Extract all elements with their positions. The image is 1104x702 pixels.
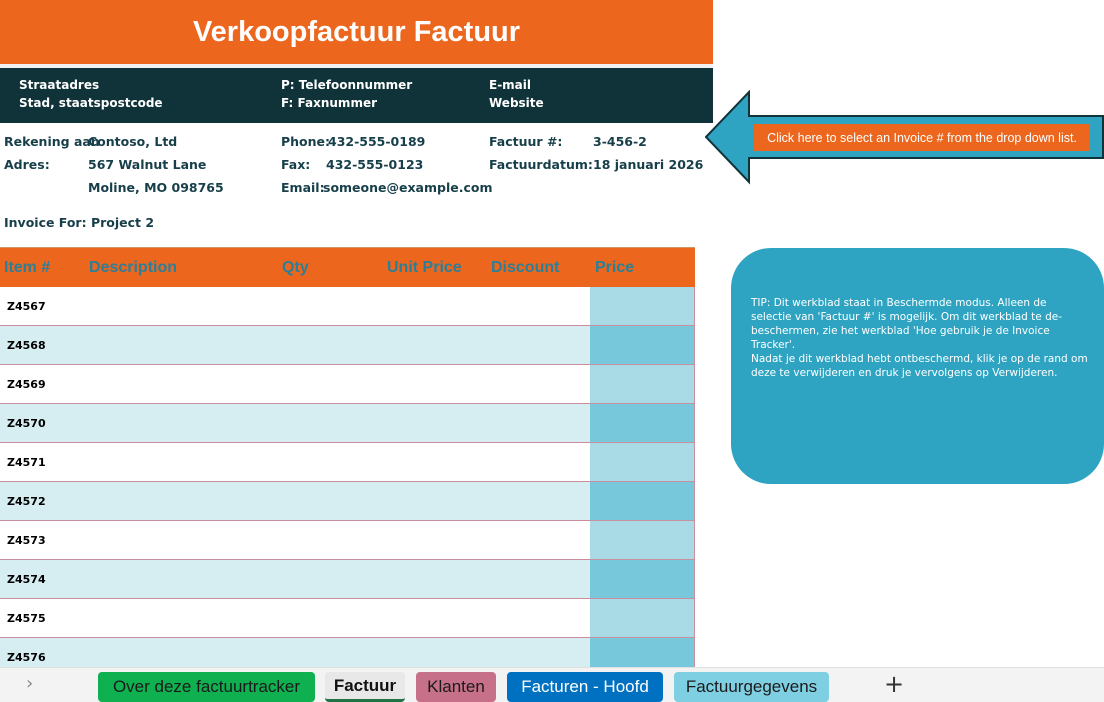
tab-klanten[interactable]: Klanten — [416, 672, 496, 702]
invoice-date-label: Factuurdatum: — [489, 157, 593, 172]
invoice-for: Invoice For: Project 2 — [4, 215, 155, 230]
header-qty: Qty — [282, 259, 309, 276]
table-row — [0, 599, 695, 638]
bill-to-value: Contoso, Ltd — [88, 134, 178, 149]
line-items-table — [0, 247, 695, 677]
table-row — [0, 404, 695, 443]
tip-text-2: Nadat je dit werkblad hebt ontbeschermd, klik je op de rand om deze te verwijderen en druk je vervolgens op Verwijderen. — [751, 353, 1088, 379]
company-fax: F: Faxnummer — [281, 96, 377, 110]
company-contact-bar — [0, 68, 713, 123]
invoice-date-value: 18 januari 2026 — [593, 157, 704, 172]
invoice-number-label: Factuur #: — [489, 134, 563, 149]
item-number: Z4576 — [7, 651, 46, 664]
tip-text: TIP: Dit werkblad staat in Beschermde modus. Alleen de selectie van 'Factuur #' is mogelijk. Om dit werkblad te de-beschermen, zie het werkblad 'Hoe gebruik je de Invoice Tracker'. — [751, 297, 1062, 351]
header-description: Description — [89, 259, 178, 276]
address-label: Adres: — [4, 157, 50, 172]
company-email: E-mail — [489, 78, 532, 92]
price-cell — [590, 326, 695, 364]
table-row — [0, 365, 695, 404]
company-phone: P: Telefoonnummer — [281, 78, 413, 92]
item-number: Z4572 — [7, 495, 46, 508]
header-item-number: Item # — [4, 259, 51, 276]
phone-value: 432-555-0189 — [328, 134, 426, 149]
price-cell — [590, 404, 695, 442]
phone-label: Phone: — [281, 134, 331, 149]
chevron-right-icon[interactable]: › — [26, 673, 34, 694]
bill-to-label: Rekening aan — [4, 134, 100, 149]
price-cell — [590, 365, 695, 403]
company-website: Website — [489, 96, 544, 110]
tab-factuurgegevens[interactable]: Factuurgegevens — [674, 672, 829, 702]
address-line2: Moline, MO 098765 — [88, 180, 224, 195]
select-invoice-button[interactable]: Click here to select an Invoice # from the drop down list. — [754, 124, 1090, 151]
invoice-number-select[interactable]: 3-456-2 — [593, 134, 647, 149]
item-number: Z4568 — [7, 339, 46, 352]
table-row — [0, 287, 695, 326]
tab-factuur[interactable]: Factuur — [325, 672, 405, 702]
item-number: Z4570 — [7, 417, 46, 430]
tip-box[interactable] — [731, 248, 1104, 484]
header-unit-price: Unit Price — [387, 259, 462, 276]
price-cell — [590, 443, 695, 481]
table-row — [0, 521, 695, 560]
table-row — [0, 560, 695, 599]
price-cell — [590, 560, 695, 598]
item-number: Z4573 — [7, 534, 46, 547]
fax-value: 432-555-0123 — [326, 157, 424, 172]
plus-icon[interactable]: + — [884, 670, 905, 698]
item-number: Z4571 — [7, 456, 46, 469]
table-row — [0, 482, 695, 521]
email-value: someone@example.com — [323, 180, 493, 195]
address-line1: 567 Walnut Lane — [88, 157, 207, 172]
sheet-tab-bar — [0, 667, 1104, 702]
price-cell — [590, 482, 695, 520]
street-address: Straatadres — [19, 78, 100, 92]
item-number: Z4567 — [7, 300, 46, 313]
price-cell — [590, 521, 695, 559]
tab-facturen-hoofd[interactable]: Facturen - Hoofd — [507, 672, 663, 702]
table-header — [0, 247, 695, 287]
table-row — [0, 443, 695, 482]
header-price: Price — [595, 259, 635, 276]
tab-over-deze-factuurtracker[interactable]: Over deze factuurtracker — [98, 672, 315, 702]
price-cell — [590, 599, 695, 637]
item-number: Z4569 — [7, 378, 46, 391]
fax-label: Fax: — [281, 157, 311, 172]
email-label: Email: — [281, 180, 325, 195]
table-row — [0, 326, 695, 365]
item-number: Z4575 — [7, 612, 46, 625]
item-number: Z4574 — [7, 573, 46, 586]
header-discount: Discount — [491, 259, 560, 276]
invoice-title: Verkoopfactuur Factuur — [0, 0, 713, 64]
city-state-zip: Stad, staatspostcode — [19, 96, 163, 110]
price-cell — [590, 287, 695, 325]
